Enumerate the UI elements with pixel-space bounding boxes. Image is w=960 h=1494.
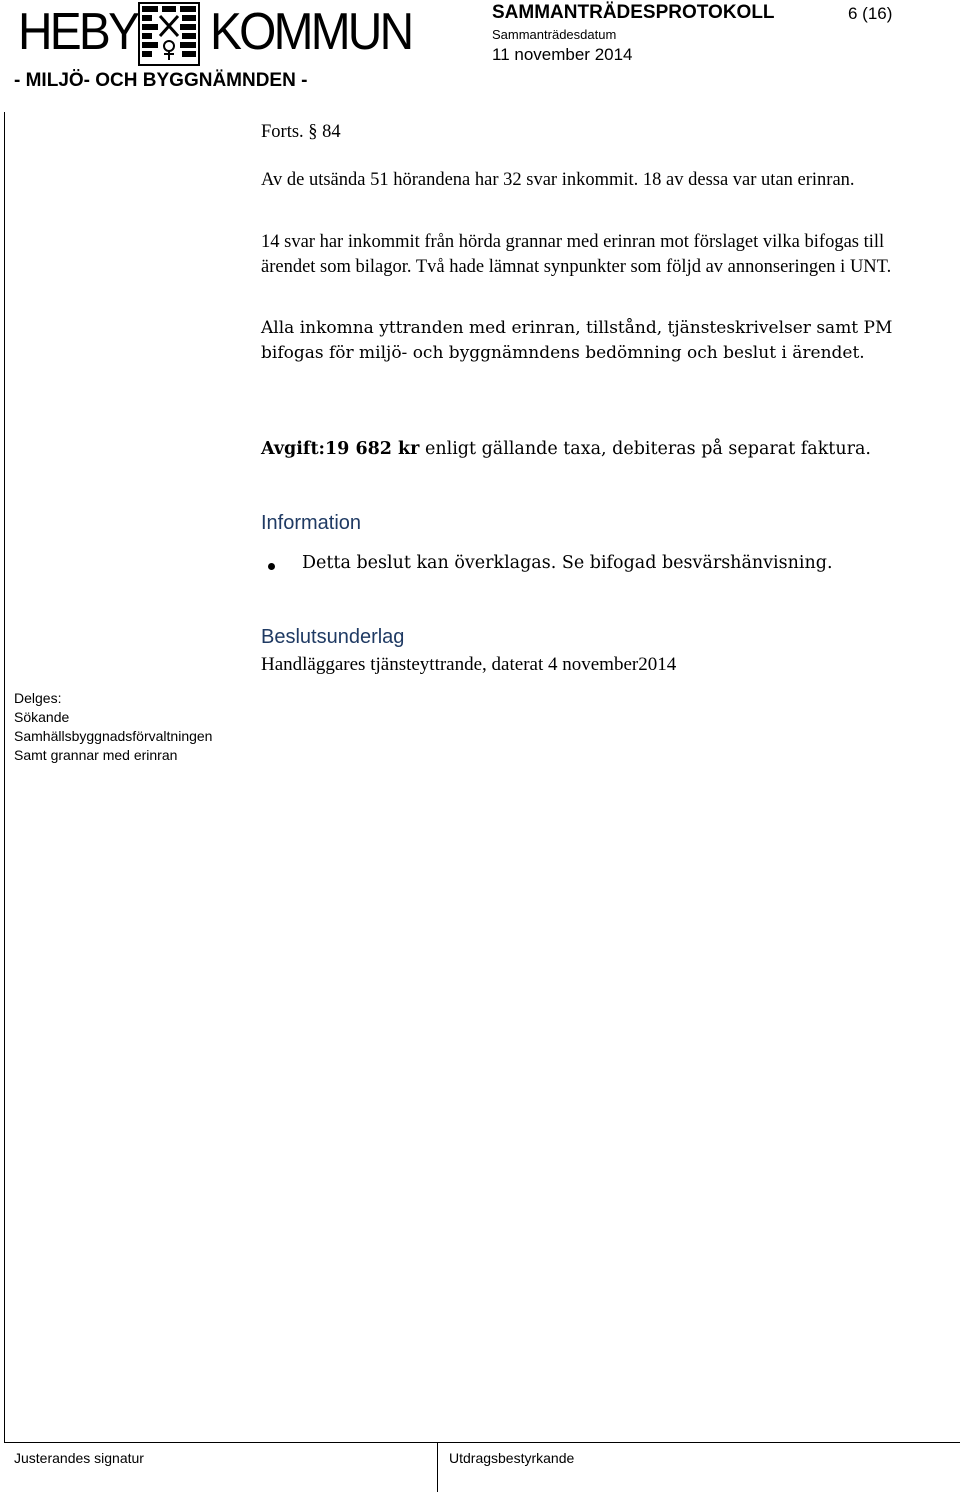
logo-heby: HEBY (18, 3, 138, 61)
meeting-date-label: Sammanträdesdatum (492, 27, 617, 42)
footer-rule (4, 1442, 960, 1443)
coat-of-arms-icon (138, 2, 200, 66)
distribution-recipient: Samt grannar med erinran (14, 747, 178, 763)
section-reference: Forts. § 84 (261, 122, 341, 142)
distribution-recipient: Samhällsbyggnadsförvaltningen (14, 728, 213, 744)
fee-line (261, 439, 871, 459)
paragraph-responses: Av de utsända 51 hörandena har 32 svar inkommit. 18 av dessa var utan erinran. (261, 170, 855, 190)
fee-text: enligt gällande taxa, debiteras på separat faktura. (419, 439, 871, 459)
adjuster-signature-label: Justerandes signatur (14, 1450, 144, 1466)
paragraph-attachments: Alla inkomna yttranden med erinran, tillstånd, tjänsteskrivelser samt PM bifogas för miljö- och byggnämndens bedömning och beslut i ärendet. (261, 318, 893, 363)
decision-basis-heading: Beslutsunderlag (261, 626, 405, 648)
distribution-label: Delges: (14, 690, 62, 706)
bullet-icon (268, 563, 275, 570)
board-name: - MILJÖ- OCH BYGGNÄMNDEN - (14, 70, 308, 91)
left-margin-rule (4, 112, 5, 1442)
information-heading: Information (261, 512, 362, 534)
meeting-date-value: 11 november 2014 (492, 45, 633, 64)
extract-certification-label: Utdragsbestyrkande (449, 1450, 575, 1466)
logo-kommun: KOMMUN (210, 3, 412, 61)
fee-label: Avgift:19 682 kr (261, 439, 420, 459)
distribution-recipient: Sökande (14, 709, 70, 725)
footer-divider (437, 1442, 438, 1492)
information-bullet-text: Detta beslut kan överklagas. Se bifogad besvärshänvisning. (302, 553, 833, 573)
protocol-title: SAMMANTRÄDESPROTOKOLL (492, 2, 775, 23)
decision-basis-text: Handläggares tjänsteyttrande, daterat 4 november2014 (261, 654, 677, 675)
paragraph-neighbour-objections: 14 svar har inkommit från hörda grannar med erinran mot förslaget vilka bifogas till ärendet som bilagor. Två hade lämnat synpunkter som följd av annonseringen i UNT. (261, 232, 892, 277)
page-number: 6 (16) (848, 4, 893, 23)
